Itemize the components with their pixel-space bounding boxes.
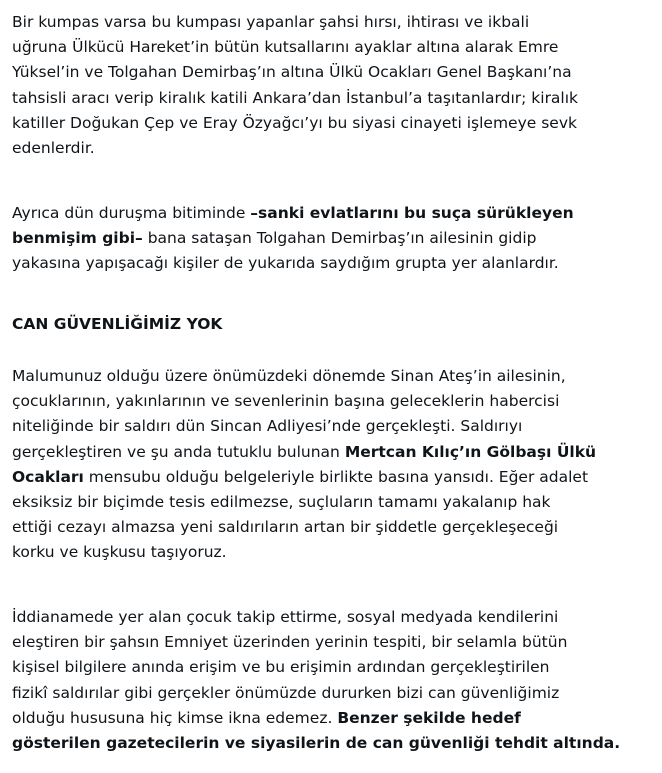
paragraph-iddianame	[12, 605, 620, 756]
paragraph-saldiri	[12, 364, 596, 566]
paragraph-saldiri-text-start: Malumunuz olduğu üzere önümüzdeki dönemde Sinan Ateş’in ailesinin, çocuklarının, yakınlarının ve sevenlerinin başına geleceklerin habercisi niteliğinde bir saldırı dün Sincan Adliyesi’nde gerçekleşti. Saldırıyı gerçekleştiren ve şu anda tutuklu bulunan	[12, 367, 566, 461]
paragraph-saldiri-emphasis: Mertcan Kılıç’ın Gölbaşı Ülkü Ocakları	[12, 442, 597, 486]
paragraph-saldiri-text-end: mensubu olduğu belgeleriyle birlikte basına yansıdı. Eğer adalet eksiksiz bir biçimde tesis edilmezse, suçluların tamamı yakalanıp hak ettiği cezayı almazsa yeni saldırıların artan bir şiddetle gerçekleşeceği korku ve kuşkusu taşıyoruz.	[12, 467, 589, 562]
section-heading: CAN GÜVENLİĞİMİZ YOK	[12, 315, 223, 333]
paragraph-durusma-text-end: bana sataşan Tolgahan Demirbaş’ın ailesinin gidip yakasına yapışacağı kişiler de yukarıda saydığım grupta yer alanlardır.	[12, 229, 559, 273]
paragraph-iddianame-text-start: İddianamede yer alan çocuk takip ettirme, sosyal medyada kendilerini eleştiren bir şahsın Emniyet üzerinden yerinin tespiti, bir selamla bütün kişisel bilgilere anında erişim ve bu erişimin ardından gerçekleştirilen fizikî saldırılar gibi gerçekler önümüzde dururken bizi can güvenliğimiz olduğu hususuna hiç kimse ikna edemez.	[12, 608, 568, 727]
paragraph-durusma-emphasis: –sanki evlatlarını bu suça sürükleyen benmişim gibi–	[12, 204, 574, 248]
paragraph-durusma-text-start: Ayrıca dün duruşma bitiminde	[12, 204, 251, 222]
paragraph-kumpas: Bir kumpas varsa bu kumpası yapanlar şahsi hırsı, ihtirası ve ikbali uğruna Ülkücü Hareket’in bütün kutsallarını ayaklar altına alarak Emre Yüksel’in ve Tolgahan Demirbaş’ın altına Ülkü Ocakları Genel Başkanı’na tahsisli aracı verip kiralık katili Ankara’dan İstanbul’a taşıtanlardır; kiralık katiller Doğukan Çep ve Eray Özyağcı’yı bu siyasi cinayeti işlemeye sevk edenlerdir.	[12, 13, 579, 158]
paragraph-iddianame-emphasis: Benzer şekilde hedef gösterilen gazetecilerin ve siyasilerin de can güvenliği tehdit altında.	[12, 708, 621, 753]
paragraph-durusma	[12, 201, 574, 277]
